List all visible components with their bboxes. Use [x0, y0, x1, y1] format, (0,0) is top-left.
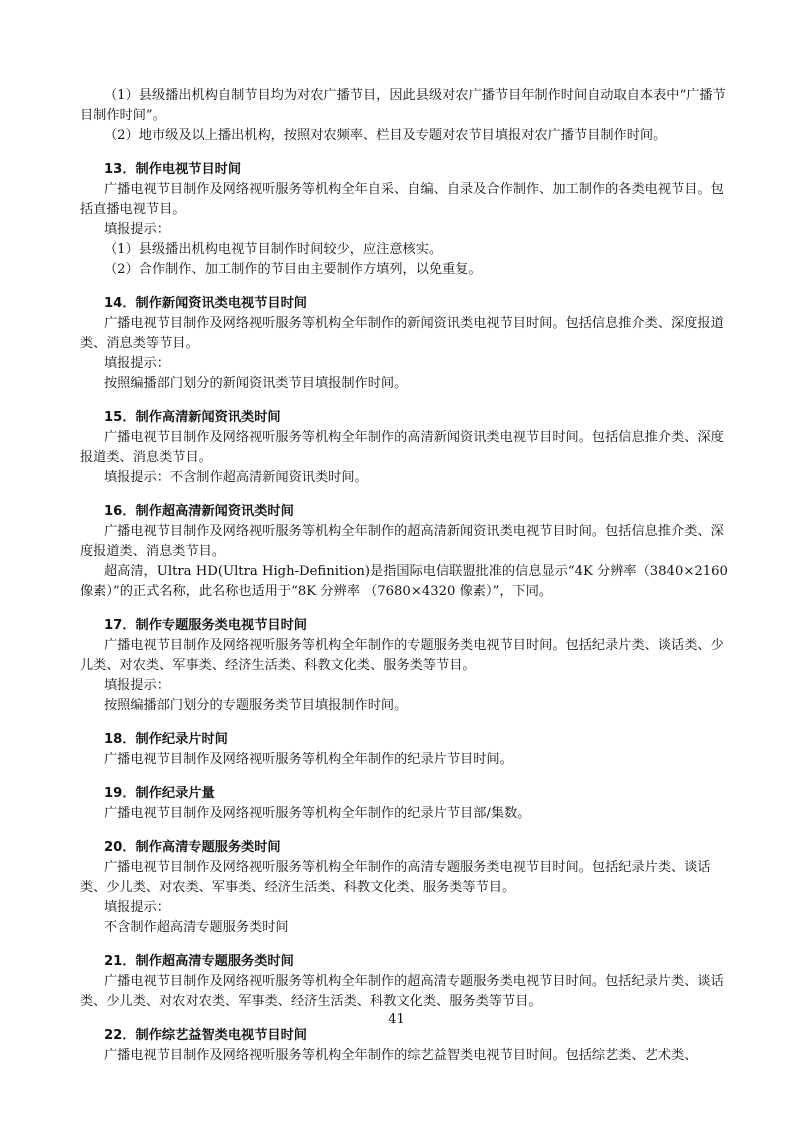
section-heading: 20．制作高清专题服务类时间 [104, 840, 281, 855]
section-item [80, 294, 730, 394]
section-heading: 14．制作新闻资讯类电视节目时间 [104, 296, 307, 311]
section-heading: 18．制作纪录片时间 [104, 732, 228, 747]
section-paragraph: 按照编播部门划分的专题服务类节目填报制作时间。 [104, 698, 408, 713]
section-paragraph: 填报提示： [104, 900, 170, 915]
section-paragraph: 广播电视节目制作及网络视听服务等机构全年制作的新闻资讯类电视节目时间。包括信息推介类、深度报道类、消息类等节目。 [80, 316, 724, 351]
section-heading: 17．制作专题服务类电视节目时间 [104, 618, 307, 633]
section-paragraph: 广播电视节目制作及网络视听服务等机构全年制作的纪录片节目部/集数。 [104, 806, 531, 821]
section-paragraph: 广播电视节目制作及网络视听服务等机构全年制作的专题服务类电视节目时间。包括纪录片类、谈话类、少儿类、对农类、军事类、经济生活类、科教文化类、服务类等节目。 [80, 638, 724, 673]
section-heading: 21．制作超高清专题服务类时间 [104, 954, 294, 969]
section-item [80, 730, 730, 770]
section-paragraph: 不含制作超高清专题服务类时间 [104, 920, 289, 935]
section-paragraph: 广播电视节目制作及网络视听服务等机构全年制作的综艺益智类电视节目时间。包括综艺类、艺术类、 [104, 1048, 698, 1063]
section-paragraph: （2）合作制作、加工制作的节目由主要制作方填列，以免重复。 [104, 262, 482, 277]
section-item [80, 838, 730, 938]
section-item [80, 784, 730, 824]
section-paragraph: 广播电视节目制作及网络视听服务等机构全年制作的高清专题服务类电视节目时间。包括纪录片类、谈话类、少儿类、对农类、军事类、经济生活类、科教文化类、服务类等节目。 [80, 860, 711, 895]
section-item [80, 616, 730, 716]
intro-paragraph-1: （1）县级播出机构自制节目均为对农广播节目，因此县级对农广播节目年制作时间自动取自本表中“广播节目制作时间”。 [80, 88, 726, 123]
section-paragraph: 填报提示： [104, 356, 170, 371]
section-heading: 13．制作电视节目时间 [104, 162, 242, 177]
page-number: 41 [388, 1012, 405, 1027]
section-item [80, 952, 730, 1012]
section-heading: 16．制作超高清新闻资讯类时间 [104, 504, 294, 519]
section-heading: 22．制作综艺益智类电视节目时间 [104, 1028, 307, 1043]
intro-block [80, 86, 730, 146]
section-item [80, 408, 730, 488]
sections-container [80, 160, 730, 1066]
section-heading: 19．制作纪录片量 [104, 786, 215, 801]
section-paragraph: 超高清，Ultra HD(Ultra High-Definition)是指国际电信联盟批准的信息显示“4K 分辨率（3840×2160 像素）”的正式名称，此名称也适用于“8K 分辨率 （7680×4320 像素）”，下同。 [80, 564, 728, 599]
section-paragraph: 按照编播部门划分的新闻资讯类节目填报制作时间。 [104, 376, 408, 391]
section-paragraph: 填报提示：不含制作超高清新闻资讯类时间。 [104, 470, 368, 485]
section-heading: 15．制作高清新闻资讯类时间 [104, 410, 281, 425]
section-paragraph: （1）县级播出机构电视节目制作时间较少，应注意核实。 [104, 242, 443, 257]
section-item [80, 502, 730, 602]
section-paragraph: 广播电视节目制作及网络视听服务等机构全年制作的纪录片节目时间。 [104, 752, 513, 767]
page-content [80, 86, 730, 1066]
section-paragraph: 填报提示： [104, 222, 170, 237]
section-paragraph: 广播电视节目制作及网络视听服务等机构全年制作的高清新闻资讯类电视节目时间。包括信息推介类、深度报道类、消息类节目。 [80, 430, 724, 465]
section-paragraph: 填报提示： [104, 678, 170, 693]
section-paragraph: 广播电视节目制作及网络视听服务等机构全年制作的超高清新闻资讯类电视节目时间。包括信息推介类、深度报道类、消息类节目。 [80, 524, 724, 559]
section-paragraph: 广播电视节目制作及网络视听服务等机构全年自采、自编、自录及合作制作、加工制作的各类电视节目。包括直播电视节目。 [80, 182, 724, 217]
section-item [80, 1026, 730, 1066]
section-item [80, 160, 730, 280]
section-paragraph: 广播电视节目制作及网络视听服务等机构全年制作的超高清专题服务类电视节目时间。包括纪录片类、谈话类、少儿类、对农对农类、军事类、经济生活类、科教文化类、服务类等节目。 [80, 974, 724, 1009]
intro-paragraph-2: （2）地市级及以上播出机构，按照对农频率、栏目及专题对农节目填报对农广播节目制作时间。 [104, 128, 667, 143]
